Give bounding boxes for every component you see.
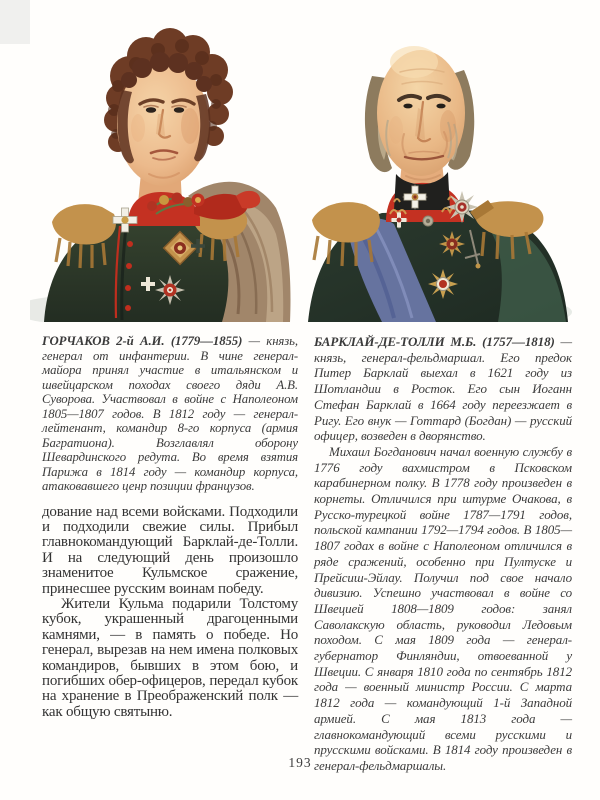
silver-star-medal — [155, 275, 185, 305]
lower-star-order — [428, 269, 458, 299]
gold-star-order — [439, 231, 465, 257]
right-column — [314, 334, 572, 774]
bio-barclay-paragraph-2: Михаил Богданович начал военную службу в 1776 году вахмистром в Псковском карабинерном полку. В 1778 году произведен в корнеты. Отличился при штурме Очакова, в Русско-турецкой войне 1787—1791 годов, польской кампании 1792—1794 годов. В 1805—1807 годах в войне с Наполеоном отличился в ряде сражений, особенно при Пултуске и Прейсиш-Эйлау. Получил под свое начало дивизию. Успешно участвовал в войне со Швецией 1808—1809 годов: занял Саволакскую область, руководил Ледовым походом. С мая 1809 года — генерал-губернатор Финляндии, отвоеванной у Швеции. С января 1810 года по сентябрь 1812 года — военный министр России. С марта 1812 года — командующий 1-й Западной армией. С мая 1813 года — главнокомандующий всеми русскими и прусскими войсками. В 1814 году произведен в генерал-фельдмаршалы. — [314, 443, 572, 773]
bio-barclay-text: — князь, генерал-фельдмаршал. Его предок Питер Барклай выехал в 1621 году из Шотландии в Росток. Его сын Иоганн Стефан Барклай в 1664 году переезжает в Ригу. Его внук — Готтард (Богдан) — русский офицер, возведен в дворянство. — [314, 334, 572, 444]
left-column — [42, 334, 298, 720]
barclay-illustration — [302, 14, 574, 322]
round-medal — [423, 216, 433, 226]
portrait-barclay-de-tolly — [302, 14, 574, 322]
scan-shade — [0, 0, 30, 44]
narrative-paragraph-2: Жители Кульма подарили Толстому кубок, украшенный драгоценными камнями, — в память о победе. Но генерал, вырезав на нем имена полковых командиров, бывших в этом бою, и погибших обер-офицеров, передал кубок на хранение в Преображенский полк — как общую святыню. — [42, 595, 298, 720]
bald-dome-highlight — [390, 46, 438, 78]
bio-gorchakov-text: — князь, генерал от инфантерии. В чине генерал-майора принял участие в итальянском и швейцарском походах своего дяди А.В. Суворова. Участвовал в войне с Наполеоном 1805—1807 годов. В 1812 году — генерал-лейтенант, командир 8-го корпуса (армия Багратиона). Возглавлял оборону Шевардинского редута. Во время взятия Парижа в 1814 году — командир корпуса, атаковавшего ценр позиции французов. — [42, 334, 299, 493]
silver-star-order — [446, 191, 478, 223]
narrative-paragraph-1: дование над всеми войсками. Подходили и подходили свежие силы. Прибыл главнокомандующий Барклай-де-Толли. И на следующий день произошло знаменитое Кульмское сражение, принесшее русским воинам победу. — [42, 503, 298, 597]
bio-gorchakov — [42, 334, 298, 494]
bio-barclay — [314, 334, 572, 444]
bio-barclay-name: БАРКЛАЙ-ДЕ-ТОЛЛИ М.Б. (1757—1818) — [314, 334, 555, 349]
page-number: 193 — [288, 755, 312, 770]
gorchakov-illustration — [30, 14, 298, 322]
bio-gorchakov-name: ГОРЧАКОВ 2-й А.И. (1779—1855) — [42, 334, 243, 348]
portrait-gorchakov — [30, 14, 298, 322]
